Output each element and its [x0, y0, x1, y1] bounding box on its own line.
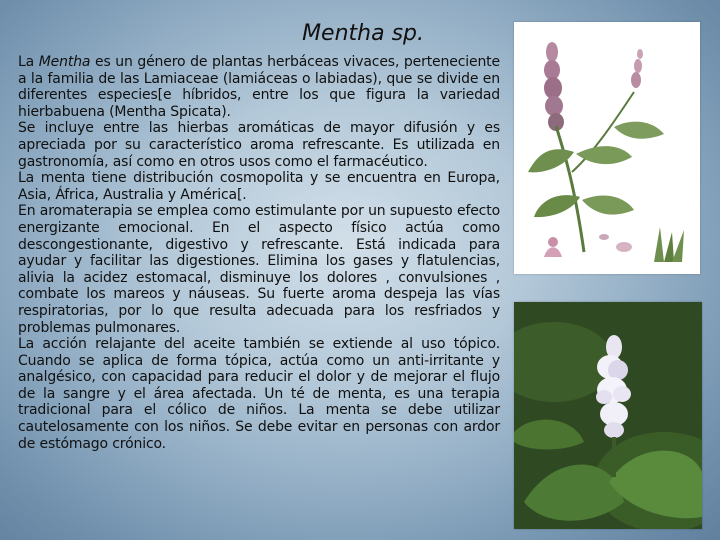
flower-spike-2: [631, 49, 643, 88]
paragraph-aromatherapy: En aromaterapia se emplea como estimulante por un supuesto efecto energizante emocional. En el aspecto físico actúa como descongestionante, digestivo y refrescante. Está indicada para ayudar y facilitar las digestiones. Elimina los gases y flatulencias, alivia la acidez estomacal, disminuye los dolores , convulsiones , combate los mareos y náuseas. Su fuerte aroma despeja las vías respiratorias, por lo que resulta adecuada para los resfriados y problemas pulmonares.: [18, 203, 500, 336]
intro-genus: Mentha: [38, 54, 91, 70]
mint-photo-drawing: [514, 302, 702, 529]
flower-details: [544, 227, 684, 262]
slide-title: Mentha sp.: [302, 21, 424, 46]
paragraph-distribution: La menta tiene distribución cosmopolita y se encuentra en Europa, Asia, África, Australia y América[.: [18, 170, 500, 203]
botanical-drawing: [514, 22, 700, 274]
paragraph-topical: La acción relajante del aceite también se extiende al uso tópico. Cuando se aplica de forma tópica, actúa como un anti-irritante y analgésico, con capacidad para reducir el dolor y de mejorar el flujo de la sangre y el área afectada. Un té de menta, es una terapia tradicional para el cólico de niños. La menta se debe utilizar cautelosamente con los niños. Se debe evitar en personas con ardor de estómago crónico.: [18, 336, 500, 452]
flower-spike: [544, 42, 564, 131]
paragraph-aromatic: Se incluye entre las hierbas aromáticas de mayor difusión y es apreciada por su característico aroma refrescante. Es utilizada en gastronomía, así como en otros usos como el farmacéutico.: [18, 120, 500, 170]
intro-rest: es un género de plantas herbáceas vivaces, perteneciente a la familia de las Lamiaceae (lamiáceas o labiadas), que se divide en diferentes especies[e híbridos, entre los que figura la variedad hierbabuena (Mentha Spicata).: [18, 54, 500, 120]
mint-photo: [514, 302, 702, 529]
paragraph-intro: [18, 54, 500, 120]
botanical-illustration: [514, 22, 700, 274]
slide-body: [18, 54, 500, 452]
intro-lead: La: [18, 54, 39, 70]
